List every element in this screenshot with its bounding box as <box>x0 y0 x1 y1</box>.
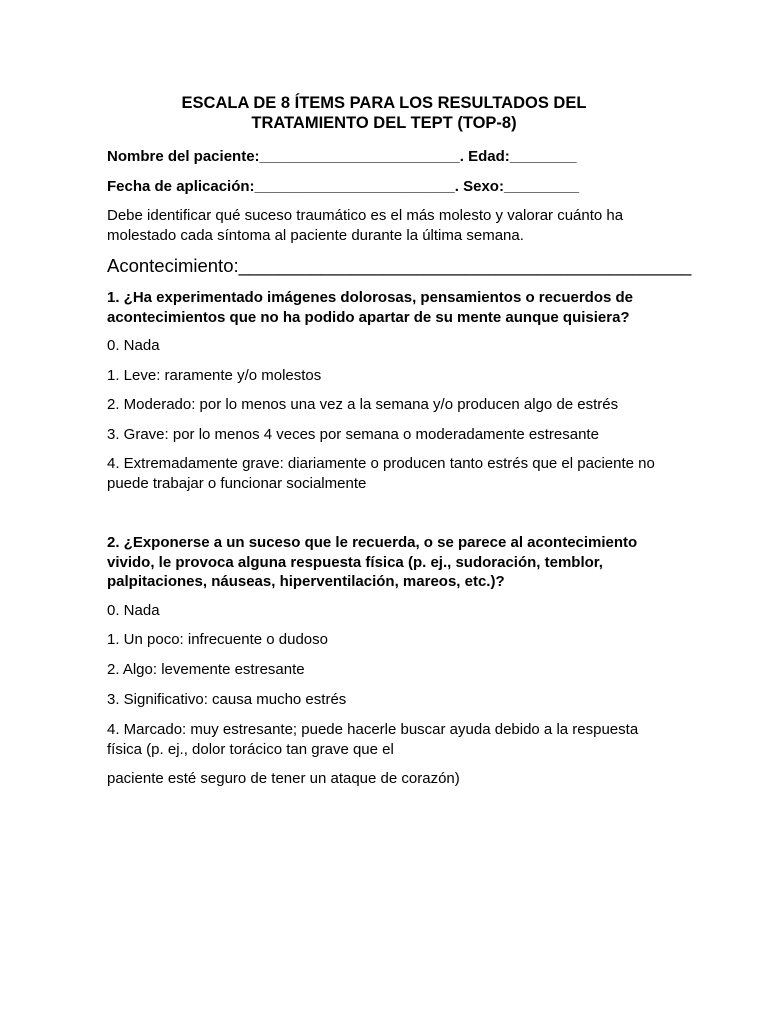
q2-option-4: 4. Marcado: muy estresante; puede hacerle buscar ayuda debido a la respuesta física (p. ej., dolor torácico tan grave que el <box>107 721 639 758</box>
question-2: 2. ¿Exponerse a un suceso que le recuerda, o se parece al acontecimiento vivido, le provoca alguna respuesta física (p. ej., sudoración, temblor, palpitaciones, náuseas, hiperventilación, mareos, etc.)? <box>107 534 638 590</box>
patient-name-age-field: Nombre del paciente:________________________. Edad:________ <box>107 148 577 165</box>
application-date-sex-field: Fecha de aplicación:________________________. Sexo:_________ <box>107 178 580 195</box>
event-field: Acontecimiento:____________________________________________ <box>107 255 692 276</box>
document-title <box>107 93 661 133</box>
q2-option-3: 3. Significativo: causa mucho estrés <box>107 691 347 708</box>
q1-option-4: 4. Extremadamente grave: diariamente o producen tanto estrés que el paciente no puede trabajar o funcionar socialmente <box>107 455 655 492</box>
q2-option-0: 0. Nada <box>107 602 160 619</box>
q1-option-2: 2. Moderado: por lo menos una vez a la semana y/o producen algo de estrés <box>107 396 619 413</box>
title-line-1: ESCALA DE 8 ÍTEMS PARA LOS RESULTADOS DEL <box>181 94 587 112</box>
instructions-text: Debe identificar qué suceso traumático es el más molesto y valorar cuánto ha molestado cada síntoma al paciente durante la última semana. <box>107 207 624 244</box>
q1-option-1: 1. Leve: raramente y/o molestos <box>107 367 322 384</box>
q2-option-1: 1. Un poco: infrecuente o dudoso <box>107 631 328 648</box>
question-1: 1. ¿Ha experimentado imágenes dolorosas, pensamientos o recuerdos de acontecimientos que no ha podido apartar de su mente aunque quisiera? <box>107 289 633 326</box>
q2-option-4-continued: paciente esté seguro de tener un ataque de corazón) <box>107 770 460 787</box>
title-line-2: TRATAMIENTO DEL TEPT (TOP-8) <box>251 114 517 132</box>
q2-option-2: 2. Algo: levemente estresante <box>107 661 305 678</box>
q1-option-3: 3. Grave: por lo menos 4 veces por semana o moderadamente estresante <box>107 426 599 443</box>
q1-option-0: 0. Nada <box>107 337 160 354</box>
